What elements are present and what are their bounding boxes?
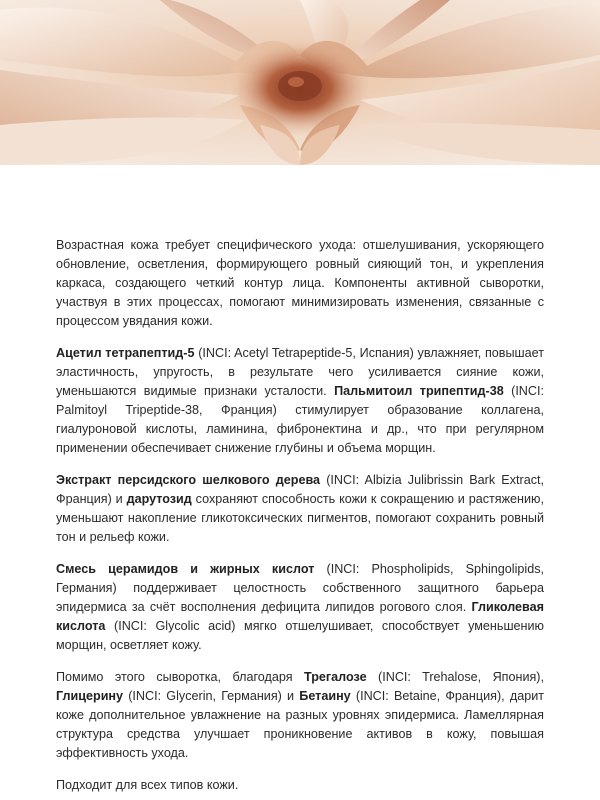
hero-flower-image: [0, 0, 600, 165]
paragraph-silk-tree-extract: [56, 471, 544, 547]
ingredient-name: Смесь церамидов и жирных кислот: [56, 562, 315, 576]
ingredient-name: Трегалозе: [303, 670, 367, 684]
text-segment: (INCI: Albizia Julibrissin Bark Extract, Франция) и: [56, 473, 544, 506]
paragraph-moisturizers: [56, 668, 544, 763]
article-body: [56, 236, 544, 800]
paragraph-intro: [56, 236, 544, 331]
paragraph-peptides: [56, 344, 544, 458]
text-segment: (INCI: Betaine, Франция), дарит коже дополнительное увлажнение на разных уровнях эпидермиса. Ламеллярная структура средства улучшает проникновение активов в кожу, повышая эффективность ухода.: [56, 689, 545, 760]
ingredient-name: Ацетил тетрапептид-5: [56, 346, 195, 360]
ingredient-name: Экстракт персидского шелкового дерева: [56, 473, 321, 487]
ingredient-name: Гликолевая кислота: [56, 600, 544, 633]
text-segment: (INCI: Acetyl Tetrapeptide-5, Испания) увлажняет, повышает эластичность, упругость, в результате чего усиливается сияние кожи, уменьшаются видимые признаки усталости.: [56, 346, 544, 398]
text-segment: (INCI: Phospholipids, Sphingolipids, Германия) поддерживает целостность собственного защитного барьера эпидермиса за счёт восполнения дефицита липидов рогового слоя.: [56, 562, 544, 614]
text-segment: Подходит для всех типов кожи.: [56, 778, 239, 792]
text-segment: (INCI: Glycolic acid) мягко отшелушивает, способствует уменьшению морщин, осветляет кожу.: [56, 619, 544, 652]
paragraph-skin-types: [56, 776, 544, 795]
paragraph-ceramides: [56, 560, 544, 655]
ingredient-name: дарутозид: [126, 492, 192, 506]
text-segment: Возрастная кожа требует специфического ухода: отшелушивания, ускоряющего обновление, осветления, формирующего ровный сияющий тон, и укрепления каркаса, создающего четкий контур лица. Компоненты активной сыворотки, участвуя в этих процессах, помогают минимизировать изменения, связанные с процессом увядания кожи.: [56, 238, 544, 328]
text-segment: (INCI: Trehalose, Япония),: [366, 670, 544, 684]
ingredient-name: Глицерину: [56, 689, 124, 703]
text-segment: (INCI: Palmitoyl Tripeptide-38, Франция) стимулирует образование коллагена, гиалуроновой кислоты, ламинина, фибронектина и др., что при регулярном применении обеспечивает снижение глубины и объема морщин.: [56, 384, 544, 455]
ingredient-name: Пальмитоил трипептид-38: [334, 384, 504, 398]
flower-photo: [0, 0, 600, 165]
text-segment: сохраняют способность кожи к сокращению и растяжению, уменьшают накопление гликотоксических пигментов, помогают сохранить ровный тон и рельеф кожи.: [56, 492, 544, 544]
ingredient-name: Бетаину: [299, 689, 351, 703]
text-segment: Помимо этого сыворотка, благодаря: [56, 670, 304, 684]
text-segment: (INCI: Glycerin, Германия) и: [123, 689, 300, 703]
